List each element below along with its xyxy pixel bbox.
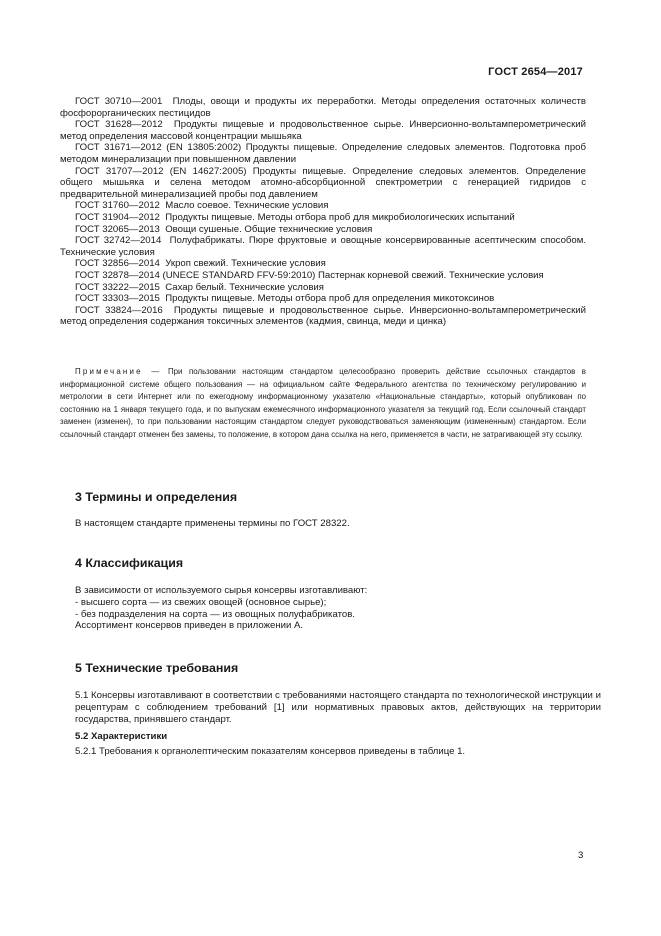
reference-title: Продукты пищевые. Методы отбора проб для определения микотоксинов [165, 293, 495, 305]
reference-item [60, 212, 586, 224]
reference-title: Сахар белый. Технические условия [165, 281, 324, 293]
note-text: При пользовании настоящим стандартом целесообразно проверить действие ссылочных стандартов в информационной системе общего пользования — на официальном сайте Федерального агентства по техническому регулированию и метрологии в сети Интернет или по ежегодному информационному указателю «Национальные стандарты», который опубликован по состоянию на 1 января текущего года, и по выпускам ежемесячного информационного указателя за текущий год. Если ссылочный стандарт заменен (изменен), то при пользовании настоящим стандартом следует руководствоваться заменяющим (измененным) стандартом. Если ссылочный стандарт отменен без замены, то положение, в котором дана ссылка на него, применяется в части, не затрагивающей эту ссылку. [60, 367, 587, 439]
section-4-line: Ассортимент консервов приведен в приложении А. [75, 620, 304, 632]
reference-code: ГОСТ 32065—2013 [75, 223, 160, 235]
reference-title: (UNECE STANDARD FFV-59:2010) Пастернак корневой свежий. Технические условия [162, 269, 544, 281]
section-5-heading: 5 Технические требования [75, 661, 239, 675]
reference-title: Продукты пищевые и продовольственное сырье. Инверсионно-вольтамперометрический метод определения содержания токсичных элементов (кадмия, свинца, меди и цинка) [60, 304, 586, 328]
reference-item [60, 282, 586, 294]
document-header-code: ГОСТ 2654—2017 [488, 66, 583, 78]
section-5-2-1-text: 5.2.1 Требования к органолептическим показателям консервов приведены в таблице 1. [75, 746, 466, 757]
reference-code: ГОСТ 31904—2012 [75, 211, 160, 223]
reference-item [60, 200, 586, 212]
page-number: 3 [578, 850, 584, 861]
reference-code: ГОСТ 33824—2016 [75, 304, 163, 316]
reference-code: ГОСТ 32856—2014 [75, 258, 160, 270]
section-4-line: В зависимости от используемого сырья консервы изготавливают: [75, 585, 368, 596]
references-note [60, 366, 586, 442]
reference-code: ГОСТ 30710—2001 [75, 96, 163, 107]
reference-code: ГОСТ 31760—2012 [75, 200, 160, 212]
reference-title: Овощи сушеные. Общие технические условия [165, 223, 373, 235]
reference-item [60, 258, 586, 270]
reference-code: ГОСТ 31628—2012 [75, 119, 163, 131]
reference-item [60, 235, 586, 258]
reference-item [60, 166, 586, 201]
section-4-text [75, 585, 367, 632]
reference-code: ГОСТ 33222—2015 [75, 281, 160, 293]
reference-item [60, 293, 586, 305]
section-3-heading: 3 Термины и определения [75, 490, 238, 504]
reference-code: ГОСТ 31671—2012 [75, 142, 162, 154]
normative-references-list [60, 96, 586, 328]
section-4-line: - без подразделения на сорта — из овощных полуфабрикатов. [75, 608, 355, 620]
reference-title: Полуфабрикаты. Пюре фруктовые и овощные консервированные асептическим способом. Технические условия [60, 235, 586, 258]
reference-code: ГОСТ 32878—2014 [75, 269, 160, 281]
reference-title: Укроп свежий. Технические условия [165, 258, 326, 270]
section-5-2-heading: 5.2 Характеристики [75, 731, 168, 742]
reference-title: Плоды, овощи и продукты их переработки. Методы определения остаточных количеств фосфорорганических пестицидов [60, 96, 586, 119]
reference-code: ГОСТ 33303—2015 [75, 293, 160, 305]
reference-item [60, 224, 586, 236]
section-3-text: В настоящем стандарте применены термины по ГОСТ 28322. [75, 518, 350, 529]
reference-item [60, 142, 586, 165]
reference-item [60, 270, 586, 282]
reference-title: Масло соевое. Технические условия [165, 200, 329, 212]
reference-item [60, 96, 586, 119]
reference-code: ГОСТ 32742—2014 [75, 235, 162, 247]
section-4-line: - высшего сорта — из свежих овощей (основное сырье); [75, 596, 327, 608]
reference-title: (EN 13805:2002) Продукты пищевые. Определение следовых элементов. Подготовка проб методом минерализации при повышенном давлении [60, 142, 586, 165]
reference-title: Продукты пищевые. Методы отбора проб для микробиологических испытаний [165, 211, 515, 223]
reference-title: Продукты пищевые и продовольственное сырье. Инверсионно-вольтамперометрический метод определения массовой концентрации мышьяка [60, 119, 586, 142]
section-5-1-text: 5.1 Консервы изготавливают в соответствии с требованиями настоящего стандарта по технологической инструкции и рецептурам с соблюдением требований [1] или нормативных правовых актов, действующих на территории государства, принявшего стандарт. [75, 690, 601, 725]
section-4-heading: 4 Классификация [75, 556, 184, 570]
reference-code: ГОСТ 31707—2012 [75, 165, 164, 177]
reference-item [60, 305, 586, 328]
note-label: Примечание — [75, 367, 162, 376]
reference-item [60, 119, 586, 142]
reference-title: (EN 14627:2005) Продукты пищевые. Определение следовых элементов. Определение общего мышьяка и селена методом атомно-абсорбционной спектрометрии с генерацией гидридов с предварительной минерализацией пробы под давлением [60, 165, 586, 200]
